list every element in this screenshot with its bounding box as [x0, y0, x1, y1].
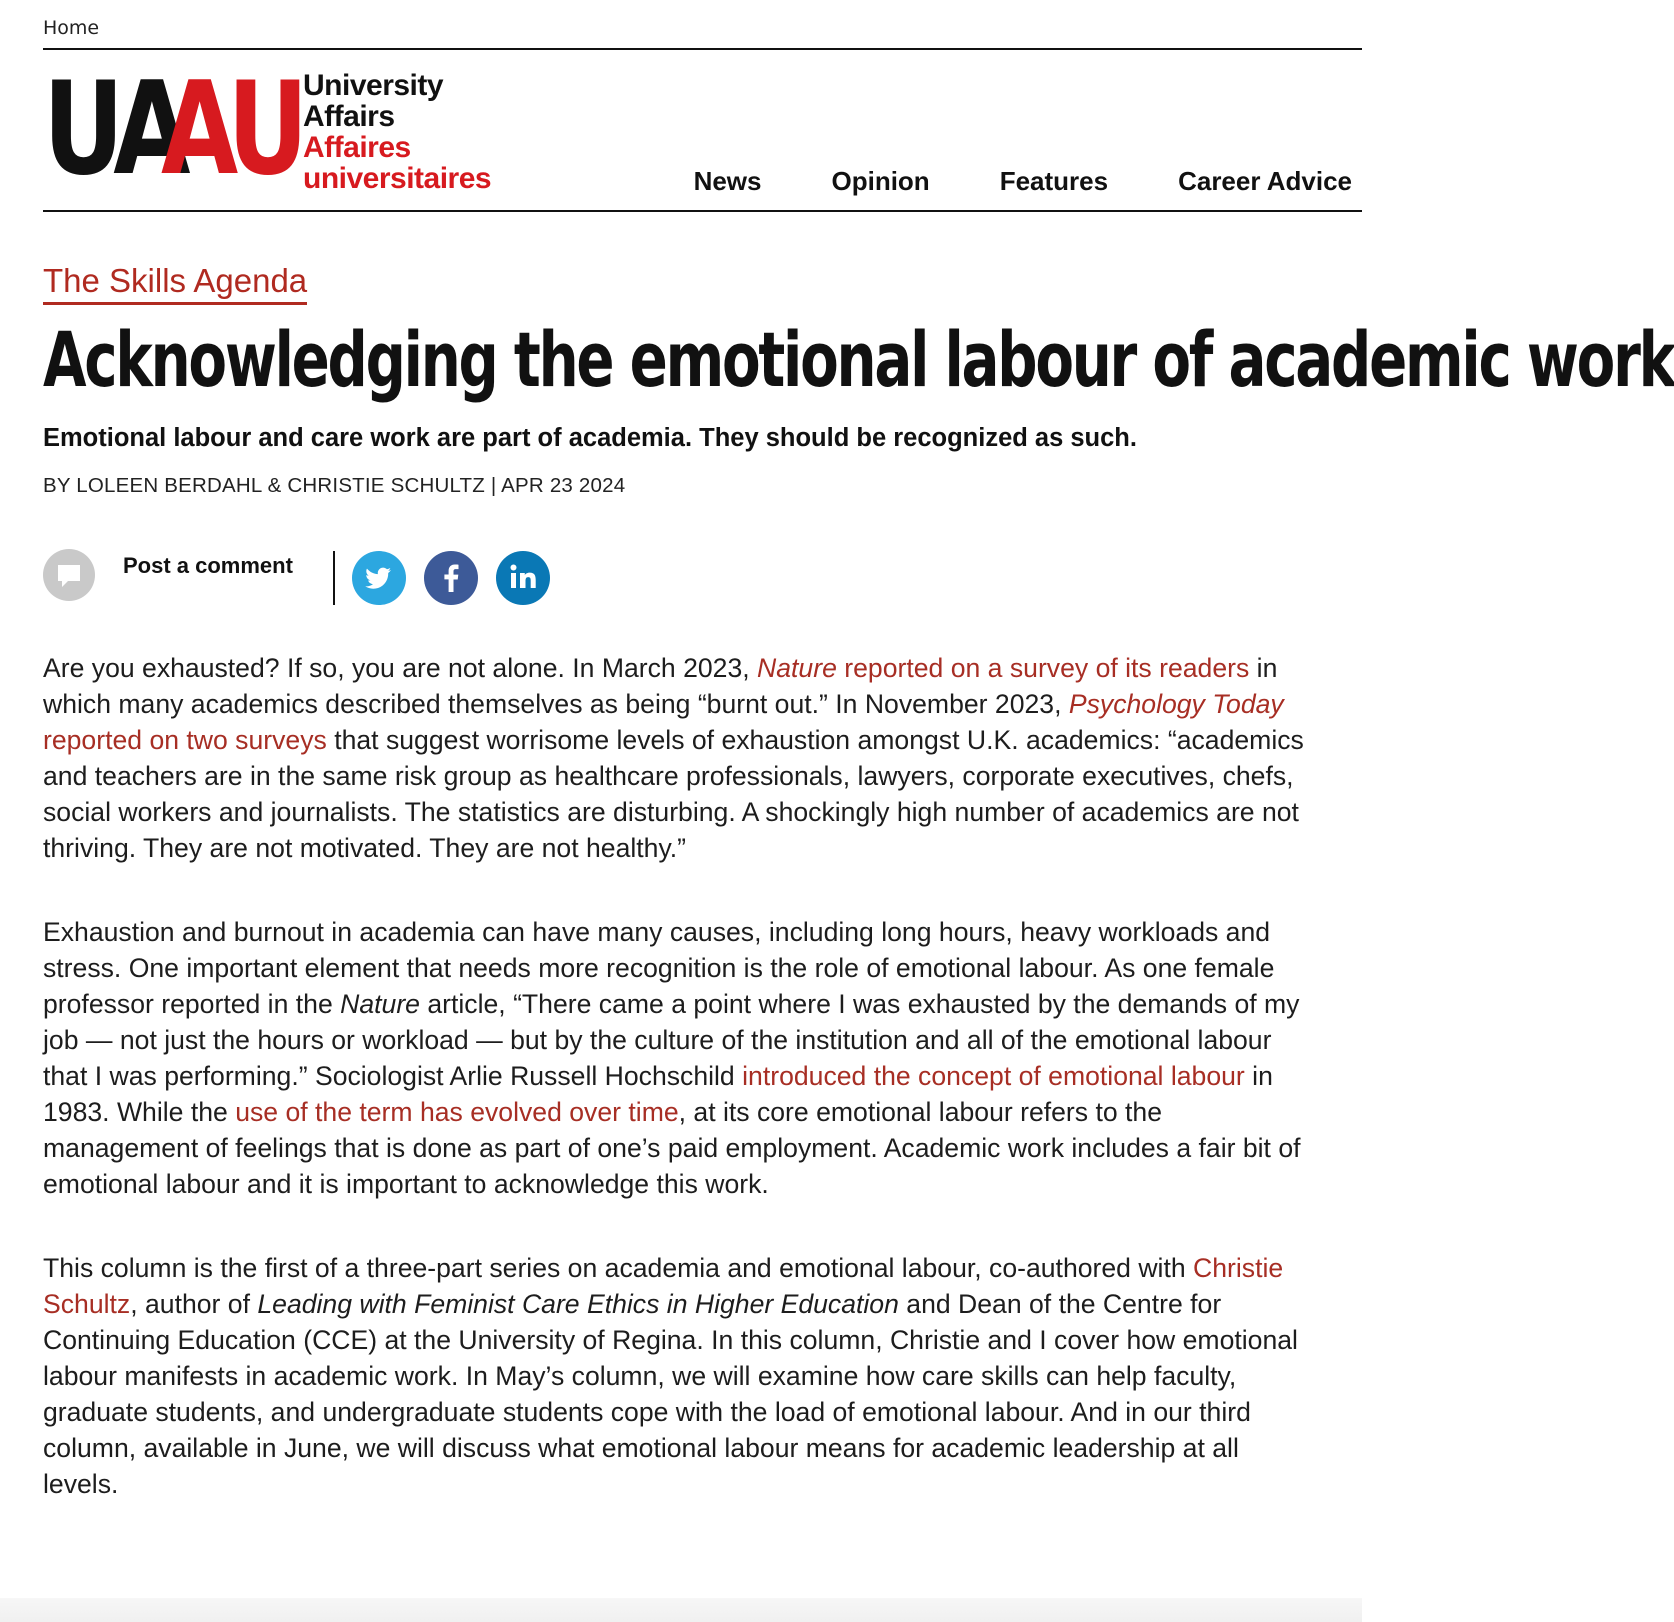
logo-word-university: University — [303, 69, 444, 102]
twitter-icon[interactable] — [352, 551, 406, 605]
nav-item-news[interactable]: News — [693, 166, 762, 196]
site-logo[interactable] — [43, 55, 492, 204]
link-emotional-labour-concept[interactable]: introduced the concept of emotional labour — [742, 1061, 1245, 1091]
linkedin-icon[interactable] — [496, 551, 550, 605]
logo-mark — [43, 55, 301, 204]
p2-text-4: , at its core emotional labour refers to the management of feelings that is done as part of one’s paid employment. Academic work includes a fair bit of emotional labour and it is important to acknowledge this work. — [43, 1097, 1301, 1199]
nav-item-opinion[interactable]: Opinion — [831, 166, 930, 196]
column-kicker-link[interactable]: The Skills Agenda — [43, 262, 307, 305]
p1-text-1: Are you exhausted? If so, you are not alone. In March 2023, — [43, 653, 758, 683]
link-christie-schultz[interactable]: Christie Schultz — [43, 1253, 1284, 1319]
logo-mark-au: AU — [161, 55, 301, 204]
link-nature-title: Nature — [757, 653, 837, 683]
p1-text-3: that suggest worrisome levels of exhaustion amongst U.K. academics: “academics and teachers are in the same risk group as healthcare professionals, lawyers, corporate executives, chefs, social workers and journalists. The statistics are disturbing. A shockingly high number of academics are not thriving. They are not motivated. They are not healthy.” — [43, 725, 1304, 863]
logo-wordmark — [303, 70, 491, 194]
link-pt-title: Psychology Today — [1068, 689, 1284, 719]
article-dek: Emotional labour and care work are part of academia. They should be recognized as such. — [43, 424, 1137, 452]
top-bar — [43, 0, 1362, 50]
p2-nature-title: Nature — [340, 989, 420, 1019]
article-byline: BY LOLEEN BERDAHL & CHRISTIE SCHULTZ | APR 23 2024 — [43, 474, 626, 497]
p3-book-title: Leading with Feminist Care Ethics in Higher Education — [257, 1289, 899, 1319]
nav-item-career-advice[interactable]: Career Advice — [1178, 166, 1352, 196]
p3-text-3: and Dean of the Centre for Continuing Education (CCE) at the University of Regina. In this column, Christie and I cover how emotional labour manifests in academic work. In May’s column, we will examine how care skills can help faculty, graduate students, and undergraduate students cope with the load of emotional labour. And in our third column, available in June, we will discuss what emotional labour means for academic leadership at all levels. — [43, 1289, 1298, 1499]
main-nav — [624, 166, 1352, 197]
p3-text-1: This column is the first of a three-part series on academia and emotional labour, co-authored with — [43, 1253, 1194, 1283]
link-nature-survey[interactable] — [757, 653, 1249, 683]
logo-word-affaires: Affaires — [303, 131, 411, 164]
bottom-edge — [0, 1598, 1362, 1622]
home-link[interactable]: Home — [43, 17, 100, 39]
p1-text-2: in which many academics described themselves as being “burnt out.” In November 2023, — [43, 653, 1278, 719]
masthead — [43, 50, 1362, 212]
logo-word-affairs: Affairs — [303, 100, 395, 133]
nav-item-features[interactable]: Features — [999, 166, 1109, 196]
p2-text-2: article, “There came a point where I was exhausted by the demands of my job — not just the hours or workload — but by the culture of the institution and all of the emotional labour that I was performing.” Sociologist Arlie Russell Hochschild — [43, 989, 1300, 1091]
article-headline: Acknowledging the emotional labour of academic work — [43, 315, 1674, 404]
link-nature-text: reported on a survey of its readers — [836, 653, 1250, 683]
p3-text-2: , author of — [130, 1289, 258, 1319]
link-pt-text: reported on two surveys — [43, 725, 327, 755]
article-body — [43, 650, 1313, 1550]
logo-word-universitaires: universitaires — [303, 162, 492, 195]
p2-text-1: Exhaustion and burnout in academia can have many causes, including long hours, heavy workloads and stress. One important element that needs more recognition is the role of emotional labour. As one female professor reported in the — [43, 917, 1275, 1019]
article-paragraph-1 — [43, 650, 1313, 866]
article-paragraph-2 — [43, 914, 1313, 1202]
post-comment-link[interactable]: Post a comment — [123, 553, 293, 578]
facebook-icon[interactable] — [424, 551, 478, 605]
logo-mark-ua: UA — [43, 55, 183, 204]
p2-text-3: in 1983. While the — [43, 1061, 1273, 1127]
article-paragraph-3 — [43, 1250, 1313, 1502]
share-divider — [333, 551, 335, 605]
page — [43, 0, 1674, 1499]
share-bar — [43, 535, 643, 605]
comment-icon[interactable] — [43, 549, 95, 601]
link-term-evolved[interactable]: use of the term has evolved over time — [235, 1097, 679, 1127]
